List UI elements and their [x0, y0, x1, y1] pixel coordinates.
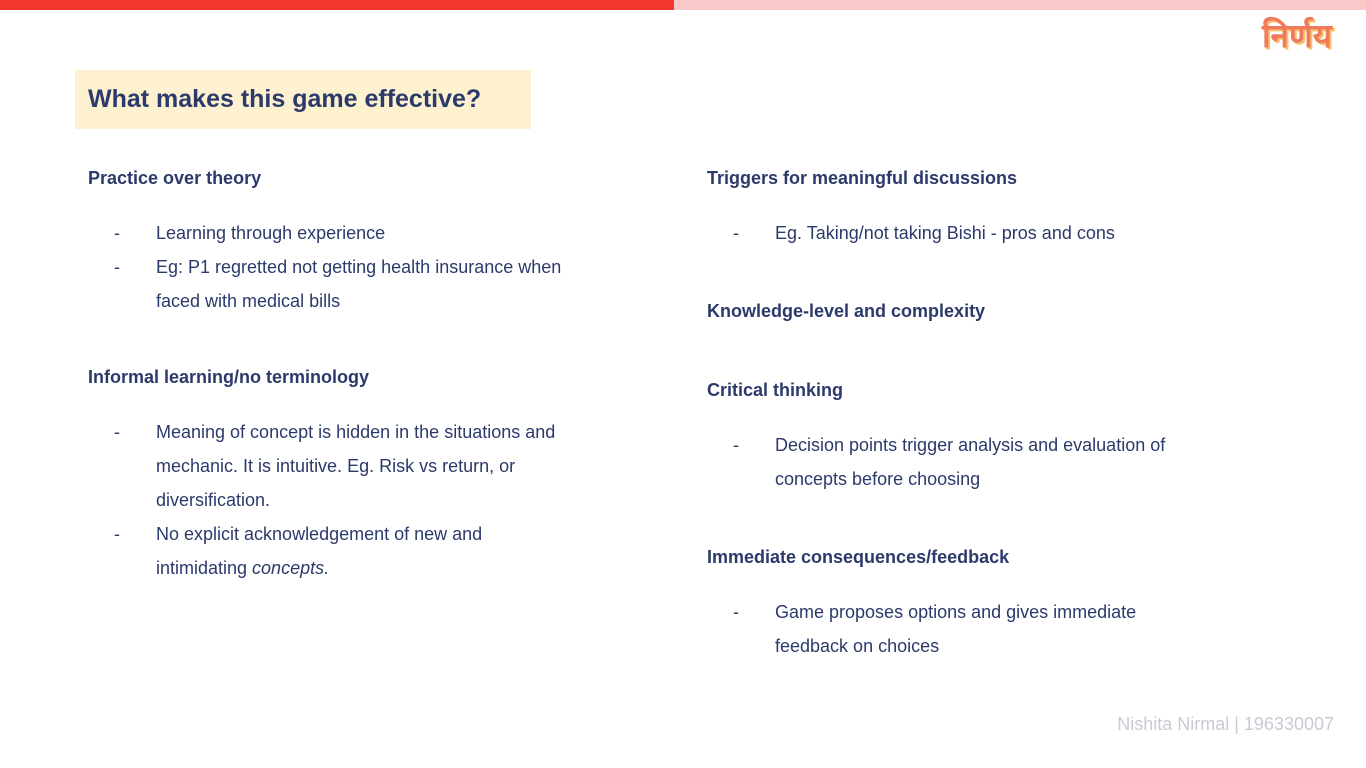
bullet-dash: - [114, 524, 120, 544]
bullet-dash: - [114, 257, 120, 277]
heading-informal-learning: Informal learning/no terminology [88, 367, 370, 387]
heading-immediate-consequences: Immediate consequences/feedback [707, 547, 1010, 567]
bullet-learning-experience: Learning through experience [156, 223, 386, 243]
bullet-decision-points: Decision points trigger analysis and evaluation of concepts before choosing [775, 435, 1166, 489]
bullet-game-proposes-options: Game proposes options and gives immediate feedback on choices [775, 602, 1137, 656]
top-accent-bar-red [0, 0, 674, 10]
footer-author: Nishita Nirmal | 196330007 [1117, 714, 1334, 734]
bullet-dash: - [733, 435, 739, 455]
brand-logo [1262, 14, 1354, 58]
heading-practice-over-theory: Practice over theory [88, 168, 262, 188]
logo-text: निर्णय [1262, 16, 1332, 55]
bullet-meaning-of-concept: Meaning of concept is hidden in the situations and mechanic. It is intuitive. Eg. Risk vs return, or diversification. [156, 422, 556, 510]
top-accent-bar-pink [674, 0, 1366, 10]
heading-critical-thinking: Critical thinking [707, 380, 844, 400]
bullet-no-explicit-text: No explicit acknowledgement of new and intimidating [156, 524, 483, 578]
heading-triggers-discussions: Triggers for meaningful discussions [707, 168, 1018, 188]
bullet-dash: - [114, 422, 120, 442]
bullet-dash: - [733, 223, 739, 243]
bullet-no-explicit-acknowledgement [156, 517, 556, 585]
slide-title: What makes this game effective? [88, 85, 482, 113]
bullet-bishi-pros-cons: Eg. Taking/not taking Bishi - pros and cons [775, 223, 1115, 243]
title-box [75, 70, 531, 129]
bullet-health-insurance: Eg: P1 regretted not getting health insurance when faced with medical bills [156, 257, 562, 311]
bullet-dash: - [733, 602, 739, 622]
heading-knowledge-level: Knowledge-level and complexity [707, 301, 986, 321]
bullet-concepts-italic: concepts. [252, 558, 330, 578]
bullet-dash: - [114, 223, 120, 243]
